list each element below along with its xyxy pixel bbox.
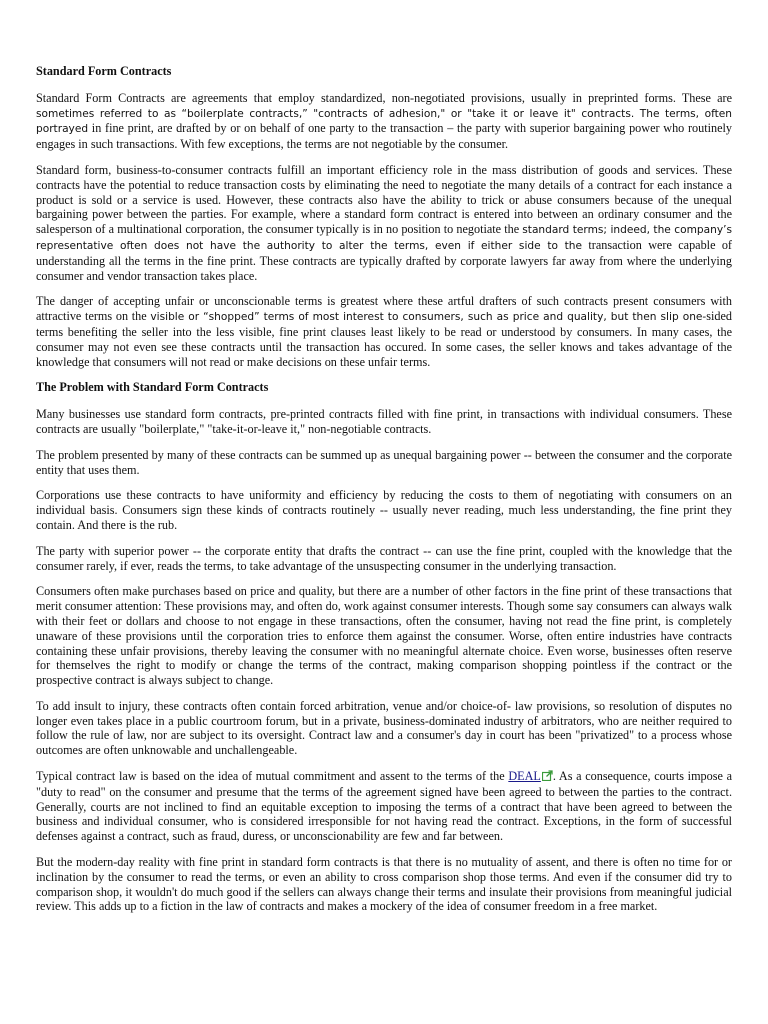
deal-link[interactable]: DEAL — [508, 769, 541, 784]
intro-paragraph-3 — [36, 294, 732, 369]
document-page — [36, 64, 732, 925]
problem-paragraph-2: The problem presented by many of these contracts can be summed up as unequal bargaining power -- between the consumer and the corporate entity that uses them. — [36, 447, 732, 477]
text-run: . As a consequence, courts impose a "duty to read" on the consumer and presume that the terms of the agreement signed have been agreed to between the parties to the contract. Generally, courts are not inclined to find an equitable exception to imposing the terms of a contract that have been agreed to between the business and individual consumer, who is considered irresponsible for not having read the contract. Exceptions, in the form of successful defenses against a contract, such as fraud, duress, or unconscionability are few and far between. — [36, 769, 732, 844]
document-title: Standard Form Contracts — [36, 64, 172, 78]
text-run: The danger of accepting unfair or unconscionable terms is greatest where these artful drafters of such contracts present consumers with attractive terms on the — [36, 294, 732, 324]
problem-paragraph-4: The party with superior power -- the corporate entity that drafts the contract -- can use the fine print, coupled with the knowledge that the consumer rarely, if ever, reads the terms, to take advantage of the unsuspecting consumer in the underlying transaction. — [36, 543, 732, 573]
problem-paragraph-1: Many businesses use standard form contracts, pre-printed contracts filled with fine print, in transactions with individual consumers. These contracts are usually "boilerplate," "take-it-or-leave it," non-negotiable contracts. — [36, 407, 732, 436]
text-run: Standard Form Contracts are agreements that employ standardized, non-negotiated provisions, usually in preprinted forms. These are — [36, 90, 732, 105]
text-run-alt: visible or “shopped” terms of most interest to consumers, such as price and quality, but then slip one- — [150, 311, 707, 324]
intro-paragraph-2 — [36, 163, 732, 283]
section-heading: The Problem with Standard Form Contracts — [36, 380, 269, 395]
text-run: Typical contract law is based on the idea of mutual commitment and assent to the terms of the — [36, 769, 509, 784]
external-link-icon[interactable] — [542, 770, 553, 785]
text-run: in fine print, are drafted by or on behalf of one party to the transaction – the party with superior bargaining power who routinely engages in such transactions. With few exceptions, the terms are not negotiable by the consumer. — [36, 121, 732, 152]
text-run-alt: sometimes referred to as “boilerplate contracts,” "contracts of adhesion," or "take it or leave it" contracts. The terms, often portrayed — [36, 107, 732, 136]
problem-paragraph-3: Corporations use these contracts to have uniformity and efficiency by reducing the costs to them of negotiating with consumers on an individual basis. Consumers sign these kinds of contracts routinely -- usually never reading, much less understanding, the fine print they contain. And there is the rub. — [36, 488, 732, 532]
final-paragraph: But the modern-day reality with fine print in standard form contracts is that there is no mutuality of assent, and there is often no time for or inclination by the consumer to read the terms, or even an ability to cross comparison shop those terms. And even if the consumer did try to comparison shop, it wouldn't do much good if the sellers can always change their terms and insulate their provisions from meaningful judicial review. This adds up to a fiction in the law of contracts and makes a mockery of the idea of consumer freedom in a free market. — [36, 855, 732, 914]
text-run: sided terms benefiting the seller into the less visible, fine print clauses least likely to be read or understood by consumers. In many cases, the consumer may not even see these contracts until the transaction has occured. In some cases, the seller knows and takes advantage of the knowledge that consumers will not read or make decisions on these unfair terms. — [36, 309, 732, 369]
problem-paragraph-5: Consumers often make purchases based on price and quality, but there are a number of other factors in the fine print of these transactions that merit consumer attention: These provisions may, and often do, work against consumer interests. Though some say consumers can always walk with their feet or dollars and choose to not engage in these transactions, often the consumer, having not read the fine print, is completely unaware of these provisions until the corporation tries to enforce them against the consumer. Worse, often entire industries have contracts containing these unfair provisions, thereby leaving the consumer with no meaningful alternate choice. Even worse, businesses often reserve for themselves the right to modify or change the terms of the contract, making comparison shopping pointless if the contract or the prospective contract is always subject to change. — [36, 584, 732, 688]
text-run: transaction were capable of understanding all the terms in the fine print. These contracts are typically drafted by corporate lawyers far away from where the underlying consumer and vendor transaction takes place. — [36, 237, 732, 283]
text-run: Standard form, business-to-consumer contracts fulfill an important efficiency role in the mass distribution of goods and services. These contracts have the potential to reduce transaction costs by eliminating the need to negotiate the many details of a contract for each instance a product is sold or a service is used. However, these contracts also have the ability to trick or abuse consumers because of the unequal bargaining power between the parties. For example, where a standard form contract is entered into between an ordinary consumer and the salesperson of a multinational corporation, the consumer typically is in no position to negotiate the — [36, 162, 732, 237]
problem-paragraph-6: To add insult to injury, these contracts often contain forced arbitration, venue and/or choice-of- law provisions, so resolution of disputes no longer even takes place in a public courtroom forum, but in a private, business-dominated industry of arbitrators, who are neither required to follow the rule of law, nor are subject to its oversight. Contract law and a consumer's day in court has been "privatized" to a process whose outcomes are often unknowable and unchallengeable. — [36, 698, 732, 758]
text-run-alt: standard terms; indeed, the company’s representative often does not have the authority to alter the terms, even if either side to the — [36, 224, 732, 252]
deal-paragraph — [36, 769, 732, 844]
intro-paragraph-1 — [36, 91, 732, 152]
